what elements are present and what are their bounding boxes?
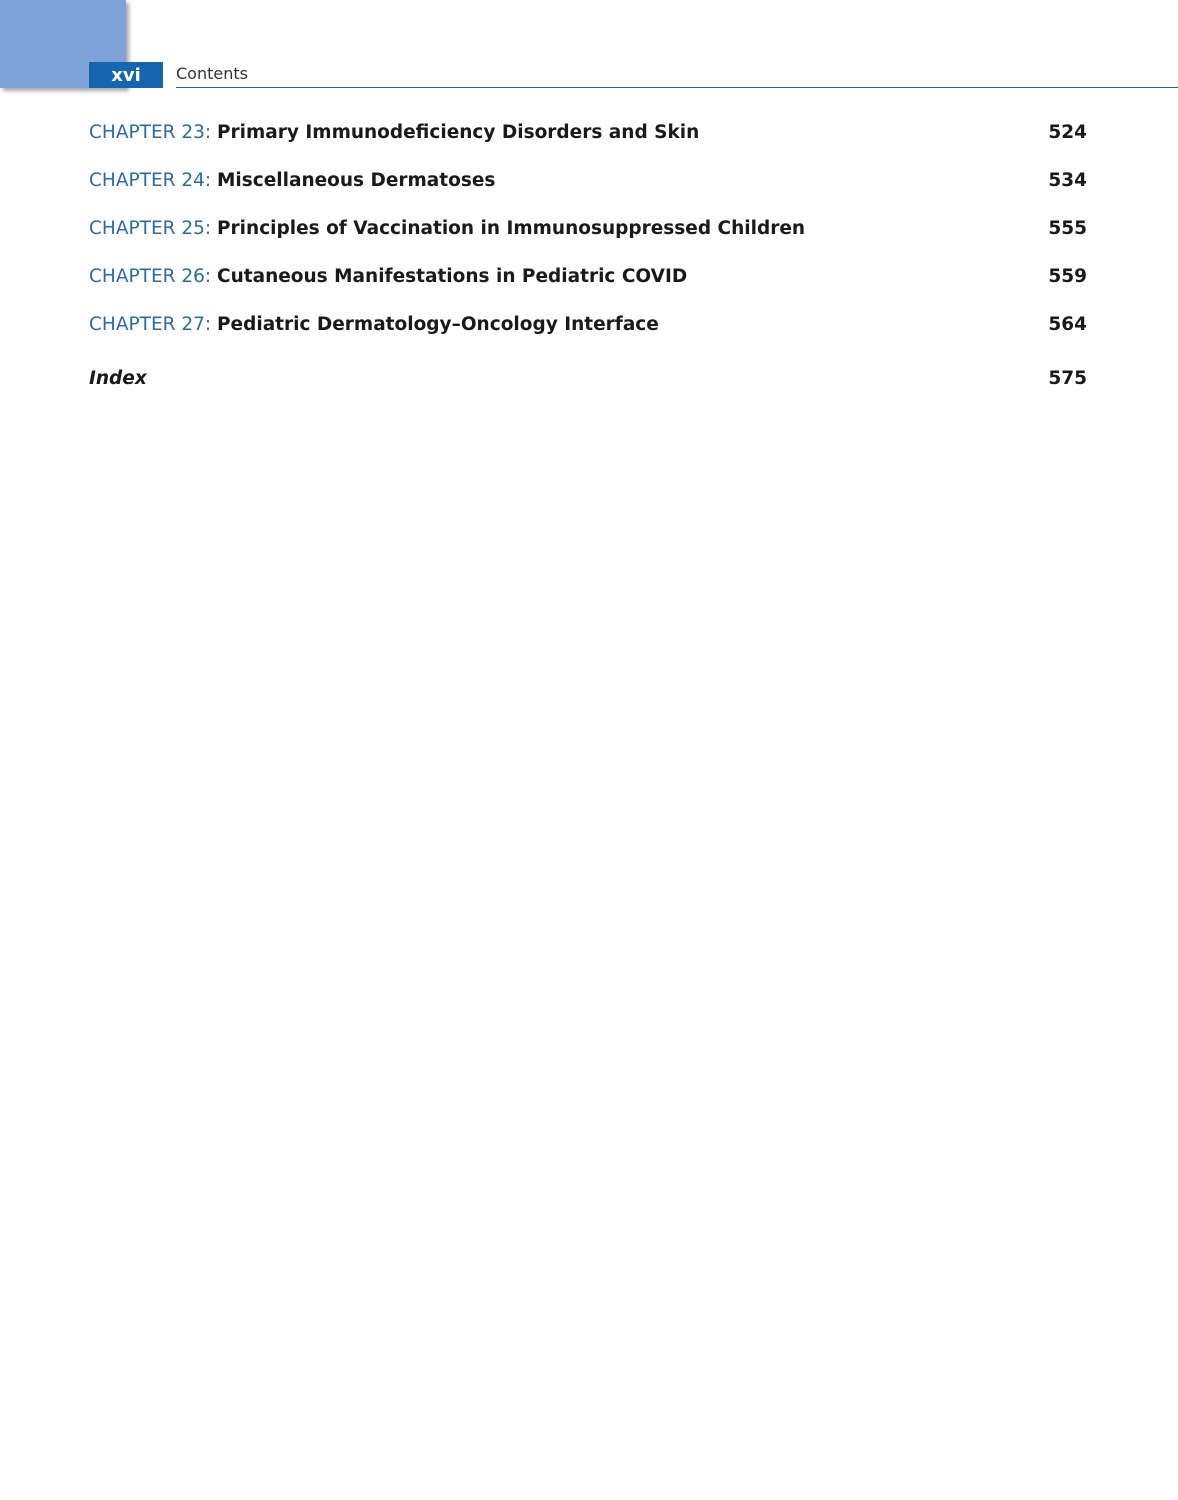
chapter-page: 559 (1048, 266, 1087, 287)
index-label: Index (89, 368, 147, 389)
table-of-contents (89, 118, 1087, 404)
chapter-page: 555 (1048, 218, 1087, 239)
toc-entry-chapter-25[interactable] (89, 214, 1087, 262)
chapter-title: Cutaneous Manifestations in Pediatric COVID (217, 266, 688, 287)
chapter-title: Miscellaneous Dermatoses (217, 170, 496, 191)
toc-entry-chapter-26[interactable] (89, 262, 1087, 310)
chapter-title: Pediatric Dermatology–Oncology Interface (217, 314, 659, 335)
running-head: Contents (176, 64, 248, 83)
chapter-page: 534 (1048, 170, 1087, 191)
chapter-label: CHAPTER 27: (89, 314, 212, 335)
chapter-label: CHAPTER 26: (89, 266, 212, 287)
chapter-label: CHAPTER 23: (89, 122, 212, 143)
index-page: 575 (1048, 368, 1087, 389)
header-rule (176, 87, 1178, 88)
chapter-title: Principles of Vaccination in Immunosuppressed Children (217, 218, 806, 239)
chapter-title: Primary Immunodeficiency Disorders and Skin (217, 122, 700, 143)
chapter-page: 524 (1048, 122, 1087, 143)
toc-entry-index[interactable] (89, 364, 1087, 404)
chapter-label: CHAPTER 24: (89, 170, 212, 191)
chapter-label: CHAPTER 25: (89, 218, 212, 239)
toc-entry-chapter-23[interactable] (89, 118, 1087, 166)
toc-entry-chapter-24[interactable] (89, 166, 1087, 214)
page-number: xvi (89, 62, 163, 88)
toc-entry-chapter-27[interactable] (89, 310, 1087, 358)
chapter-page: 564 (1048, 314, 1087, 335)
